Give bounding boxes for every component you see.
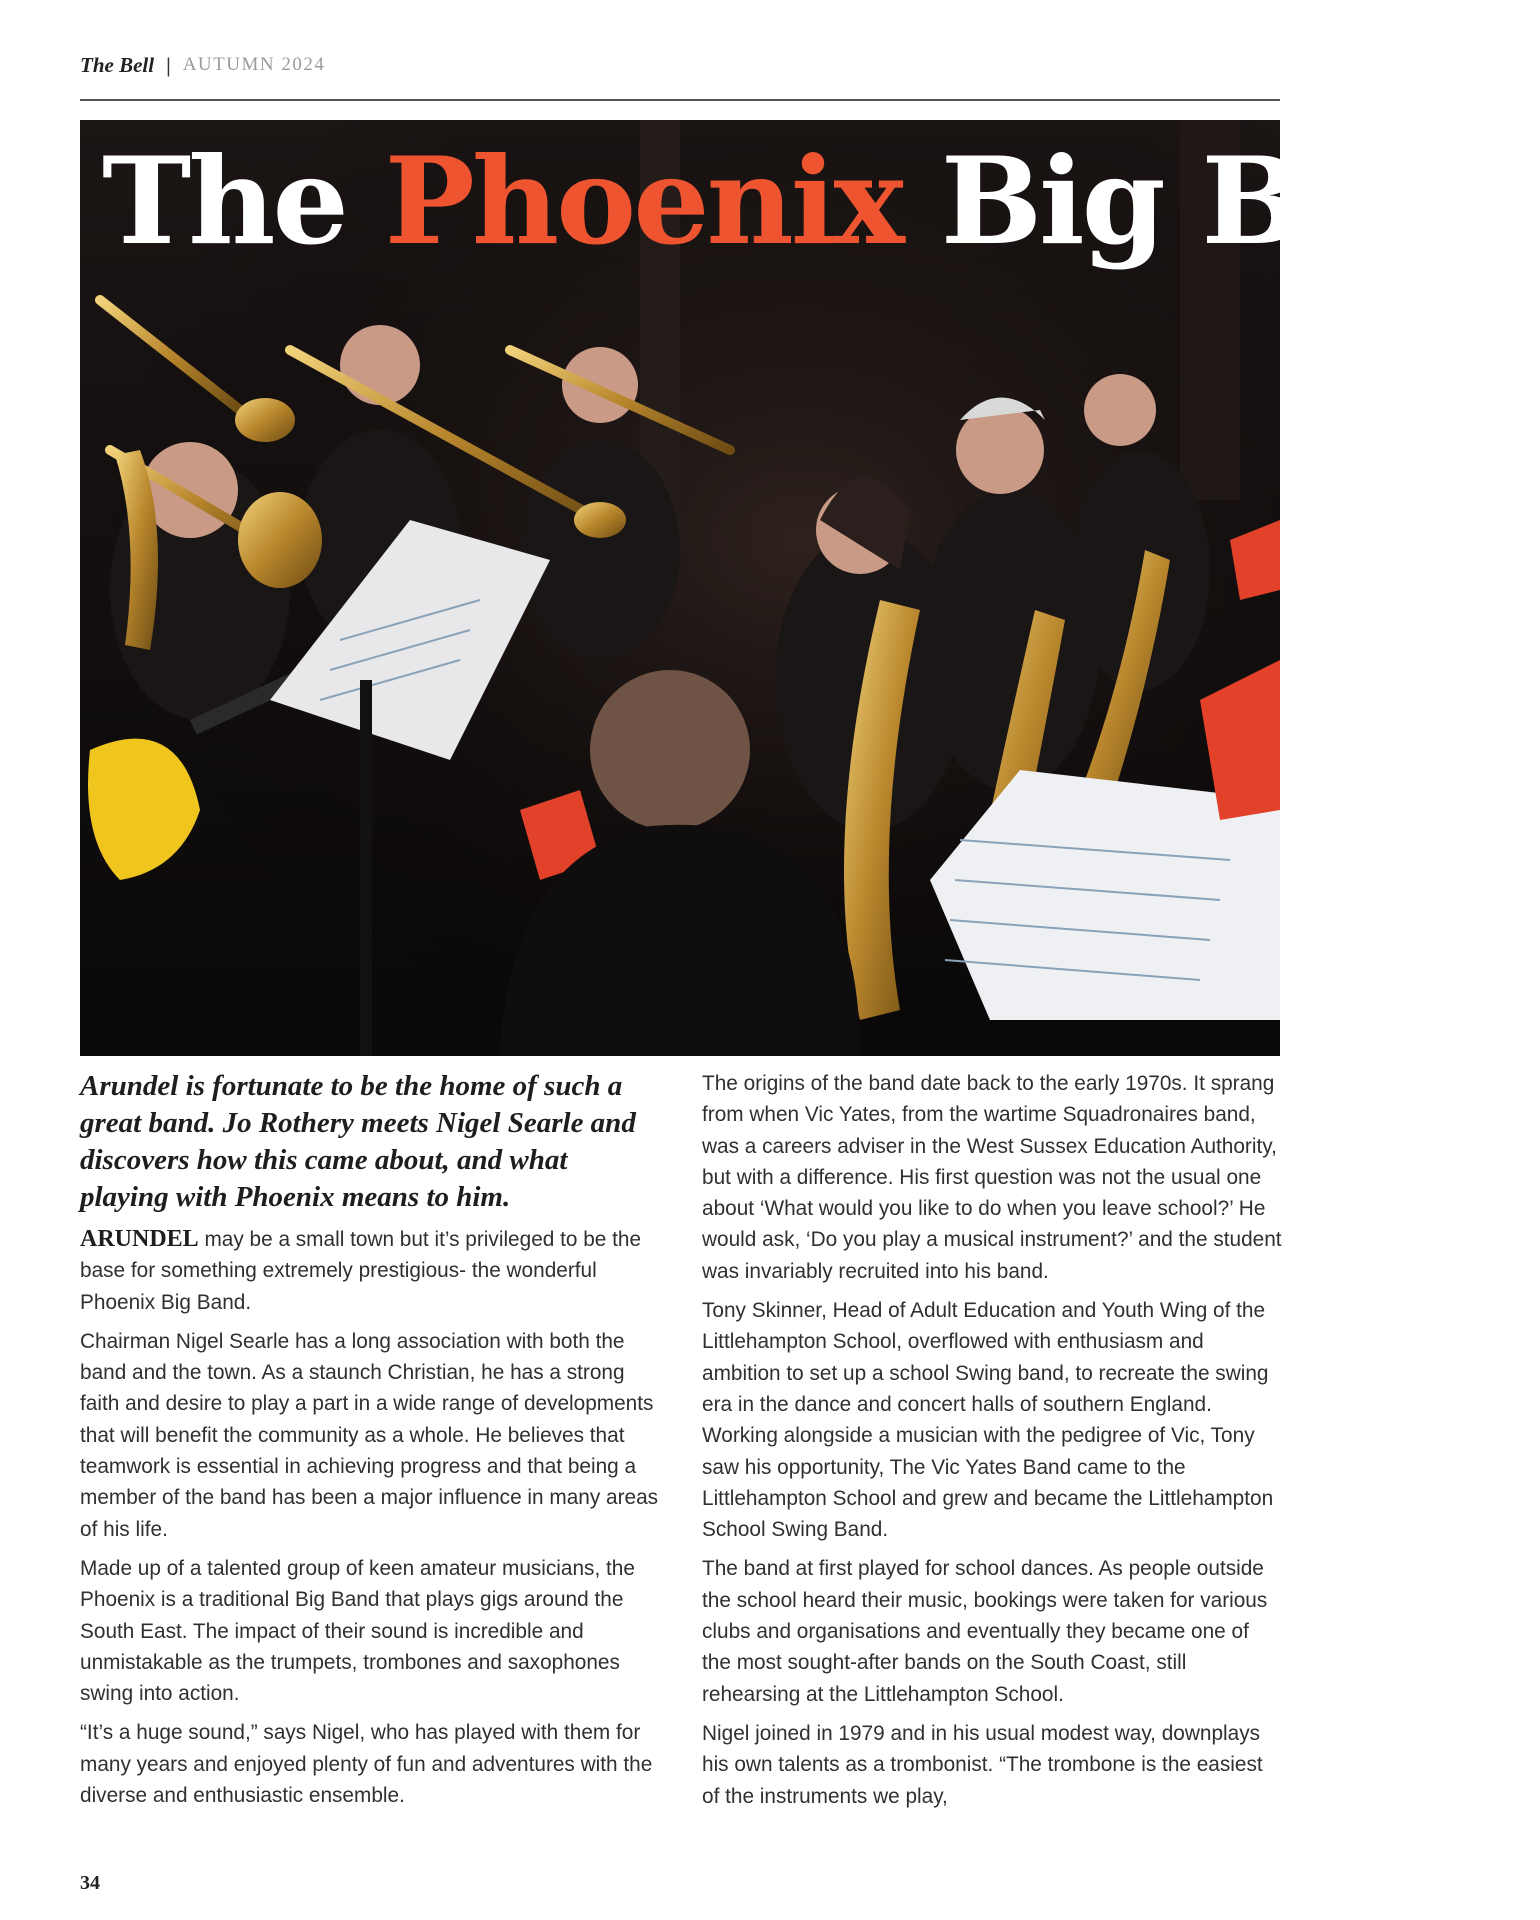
running-header (80, 50, 1280, 80)
article-column-left (80, 1068, 660, 1819)
lead-word: ARUNDEL (80, 1226, 199, 1252)
article-column-right (702, 1068, 1282, 1820)
standfirst: Arundel is fortunate to be the home of such a great band. Jo Rothery meets Nigel Searle and discovers how this came about, and what playing with Phoenix means to him. (80, 1070, 636, 1213)
paragraph: “It’s a huge sound,” says Nigel, who has played with them for many years and enjoyed plenty of fun and adventures with the diverse and enthusiastic ensemble. (80, 1721, 653, 1808)
page-number: 34 (80, 1872, 100, 1894)
issue-label: AUTUMN 2024 (182, 54, 326, 75)
header-separator: | (166, 52, 171, 77)
publication-name: The Bell (80, 52, 155, 77)
title-part-1: The (102, 131, 385, 272)
paragraph: The origins of the band date back to the early 1970s. It sprang from when Vic Yates, from the wartime Squadronaires band, was a careers adviser in the West Sussex Education Authority, but with a difference. His first question was not the usual one about ‘What would you like to do when you leave school?’ He would ask, ‘Do you play a musical instrument?’ and the student was invariably recruited into his band. (702, 1072, 1282, 1283)
paragraph: Nigel joined in 1979 and in his usual modest way, downplays his own talents as a trombonist. “The trombone is the easiest of the instruments we play, (702, 1721, 1263, 1808)
hero-photo (80, 120, 1540, 1056)
paragraph-text: may be a small town but it’s privileged to be the base for something extremely prestigious- the wonderful Phoenix Big Band. (80, 1228, 642, 1314)
paragraph: Tony Skinner, Head of Adult Education and Youth Wing of the Littlehampton School, overflowed with enthusiasm and ambition to set up a school Swing band, to recreate the swing era in the dance and concert halls of southern England. Working alongside a musician with the pedigree of Vic, Tony saw his opportunity, The Vic Yates Band came to the Littlehampton School and grew and became the Littlehampton School Swing Band. (702, 1299, 1274, 1542)
paragraph: Chairman Nigel Searle has a long association with both the band and the town. As a staunch Christian, he has a strong faith and desire to play a part in a wide range of developments that will benefit the community as a whole. He believes that teamwork is essential in achieving progress and that being a member of the band has been a major influence in many areas of his life. (80, 1329, 659, 1541)
title-accent: Phoenix (384, 131, 902, 272)
paragraph (80, 1224, 660, 1318)
article-title (102, 131, 1540, 272)
header-rule (80, 99, 1280, 101)
paragraph: Made up of a talented group of keen amateur musicians, the Phoenix is a traditional Big Band that plays gigs around the South East. The impact of their sound is incredible and unmistakable as the trumpets, trombones and saxophones swing into action. (80, 1556, 635, 1706)
paragraph: The band at first played for school dances. As people outside the school heard their music, bookings were taken for various clubs and organisations and eventually they became one of the most sought-after bands on the South Coast, still rehearsing at the Littlehampton School. (702, 1557, 1268, 1706)
title-part-2: Big Band (901, 131, 1540, 272)
